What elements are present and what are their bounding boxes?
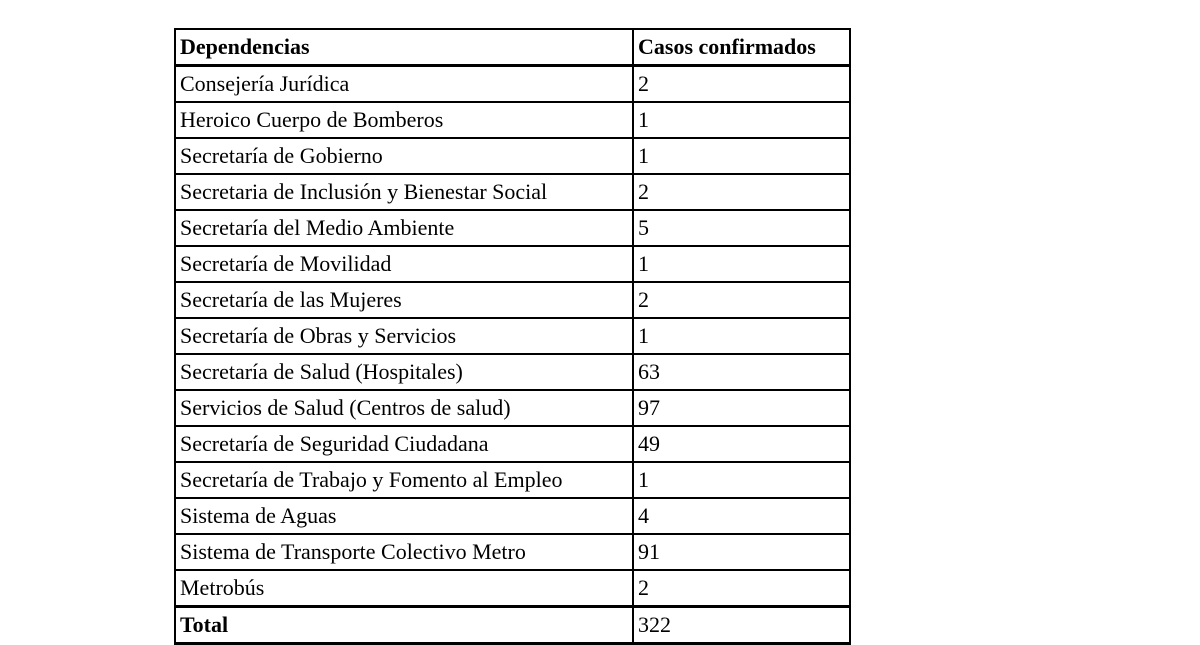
total-value: 322 (633, 607, 850, 644)
table-row (175, 318, 850, 354)
cell-casos: 2 (633, 282, 850, 318)
table-row (175, 354, 850, 390)
table-row (175, 138, 850, 174)
table-body (175, 66, 850, 607)
cell-dependencia: Secretaría de Salud (Hospitales) (175, 354, 633, 390)
cell-casos: 1 (633, 138, 850, 174)
table-row (175, 390, 850, 426)
cell-casos: 91 (633, 534, 850, 570)
total-label: Total (175, 607, 633, 644)
cell-casos: 2 (633, 66, 850, 103)
cell-casos: 4 (633, 498, 850, 534)
table-row (175, 66, 850, 103)
cell-dependencia: Secretaria de Inclusión y Bienestar Social (175, 174, 633, 210)
cell-casos: 5 (633, 210, 850, 246)
table-total-row (175, 607, 850, 644)
cell-casos: 1 (633, 102, 850, 138)
table-header-row (175, 29, 850, 66)
table-row (175, 246, 850, 282)
cell-casos: 49 (633, 426, 850, 462)
cell-dependencia: Secretaría de las Mujeres (175, 282, 633, 318)
table-row (175, 426, 850, 462)
cell-dependencia: Secretaría de Movilidad (175, 246, 633, 282)
confirmed-cases-table (174, 28, 851, 645)
cell-dependencia: Secretaría de Trabajo y Fomento al Empleo (175, 462, 633, 498)
cell-dependencia: Secretaría de Obras y Servicios (175, 318, 633, 354)
cell-dependencia: Secretaría del Medio Ambiente (175, 210, 633, 246)
cell-dependencia: Sistema de Aguas (175, 498, 633, 534)
table-header (175, 29, 850, 66)
cell-dependencia: Secretaría de Seguridad Ciudadana (175, 426, 633, 462)
cell-dependencia: Servicios de Salud (Centros de salud) (175, 390, 633, 426)
cell-casos: 2 (633, 570, 850, 607)
cell-casos: 2 (633, 174, 850, 210)
table-row (175, 102, 850, 138)
column-header-dependencias: Dependencias (175, 29, 633, 66)
cell-dependencia: Metrobús (175, 570, 633, 607)
cell-casos: 1 (633, 246, 850, 282)
column-header-casos-confirmados: Casos confirmados (633, 29, 850, 66)
cell-casos: 97 (633, 390, 850, 426)
cell-casos: 1 (633, 462, 850, 498)
table-row (175, 498, 850, 534)
cell-dependencia: Secretaría de Gobierno (175, 138, 633, 174)
table-footer (175, 607, 850, 644)
table-row (175, 174, 850, 210)
cell-casos: 63 (633, 354, 850, 390)
table-container (174, 28, 849, 645)
table-row (175, 534, 850, 570)
cell-dependencia: Sistema de Transporte Colectivo Metro (175, 534, 633, 570)
cell-dependencia: Heroico Cuerpo de Bomberos (175, 102, 633, 138)
cell-dependencia: Consejería Jurídica (175, 66, 633, 103)
cell-casos: 1 (633, 318, 850, 354)
table-row (175, 462, 850, 498)
table-row (175, 282, 850, 318)
table-row (175, 570, 850, 607)
table-row (175, 210, 850, 246)
